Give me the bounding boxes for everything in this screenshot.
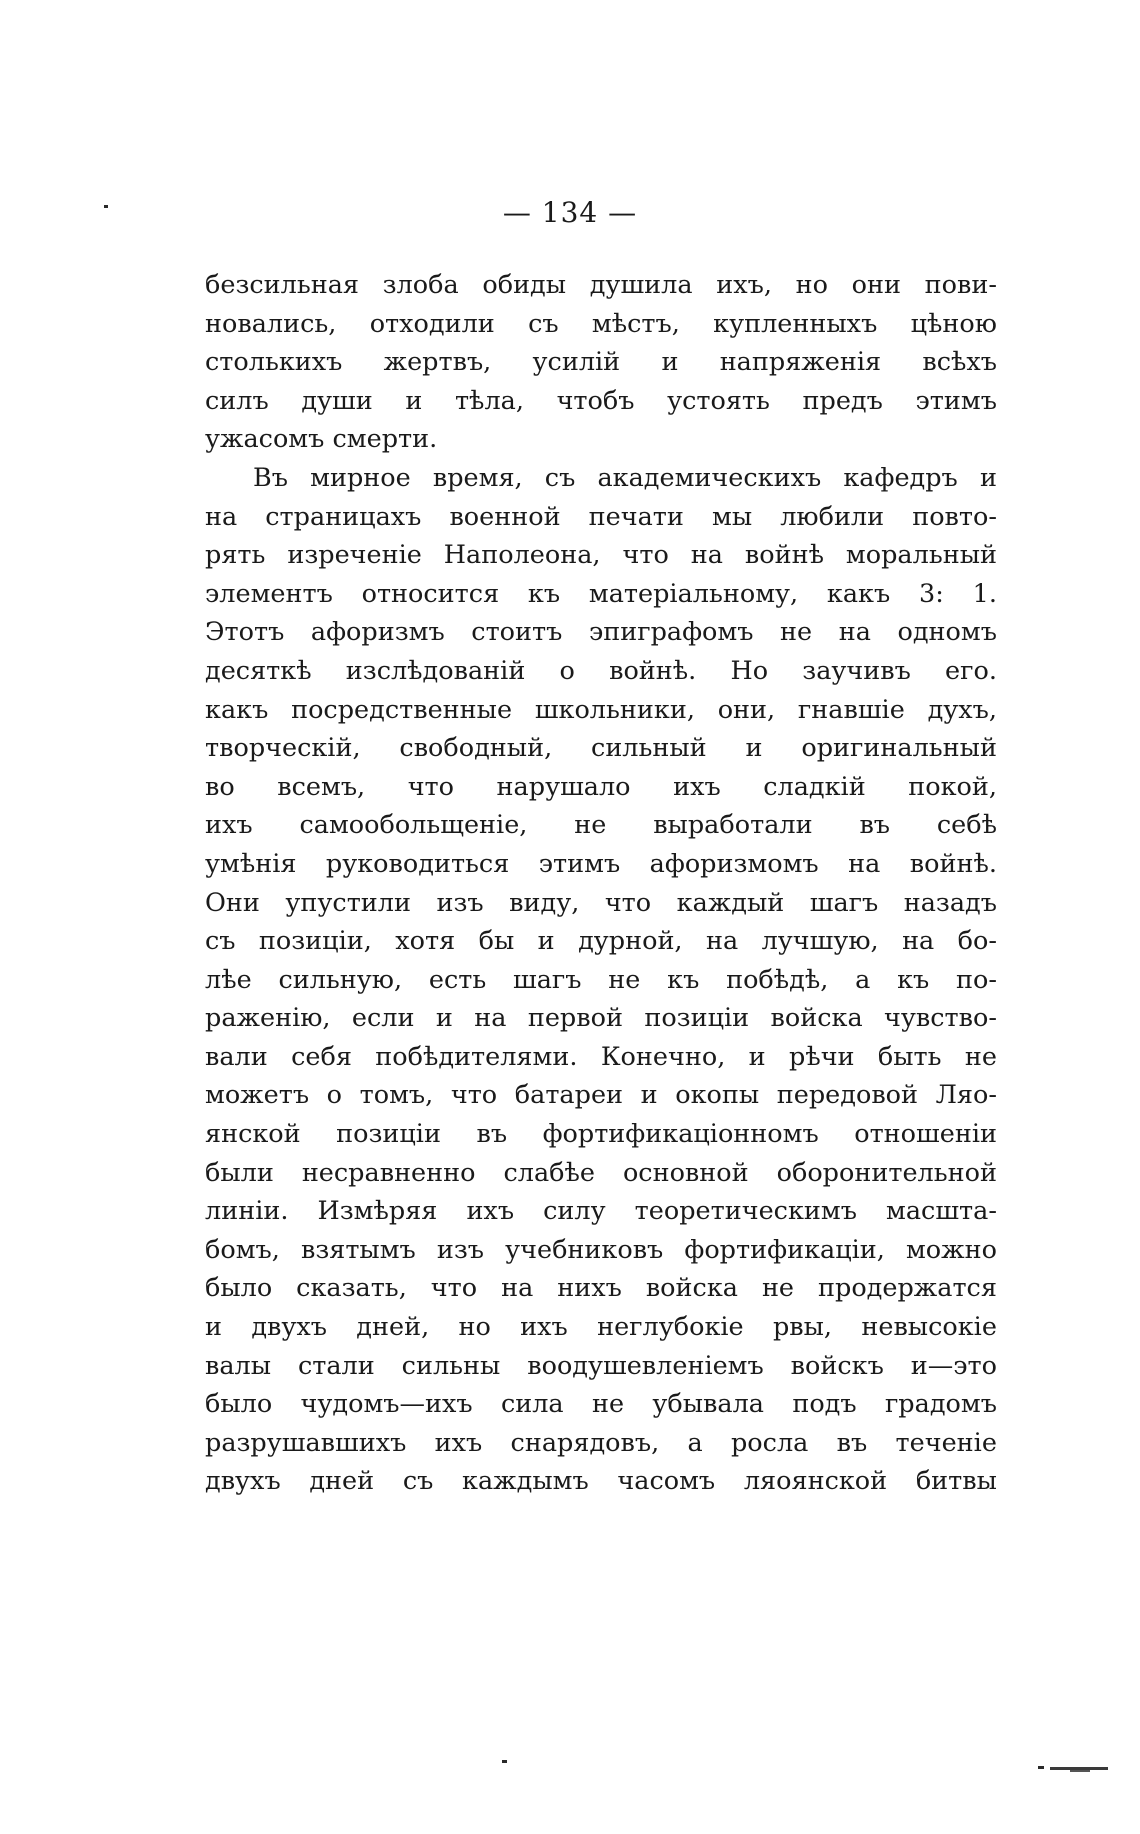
word: время, <box>432 462 523 493</box>
word: и <box>979 462 997 493</box>
word: къ <box>527 578 561 609</box>
word: десяткѣ <box>205 655 312 686</box>
word: рвы, <box>772 1312 833 1343</box>
word: души <box>301 385 373 416</box>
word: можетъ <box>205 1080 310 1111</box>
word: гнавшіе <box>797 694 905 725</box>
word: руководиться <box>325 848 510 879</box>
word: Конечно, <box>600 1041 726 1072</box>
word: съ <box>544 462 576 493</box>
word: смерти. <box>332 424 438 455</box>
word: духъ, <box>927 694 997 725</box>
word: усилій <box>532 347 621 378</box>
word: во <box>205 771 235 802</box>
word: любили <box>780 501 885 532</box>
word: войнѣ <box>744 540 824 571</box>
word: передовой <box>776 1080 919 1111</box>
word: повто- <box>912 501 997 532</box>
word: изъ <box>436 1234 485 1265</box>
word: цѣною <box>910 308 997 339</box>
word: янской <box>205 1119 301 1150</box>
word: первой <box>527 1003 623 1034</box>
word: Ляо- <box>935 1080 997 1111</box>
word: и <box>205 1312 222 1343</box>
word: жертвъ, <box>383 347 492 378</box>
text-line <box>205 729 997 768</box>
word: несравненно <box>301 1157 476 1188</box>
word: какъ <box>826 578 891 609</box>
word: не <box>780 617 813 648</box>
word: фортификаціонномъ <box>542 1119 819 1150</box>
word: о <box>326 1080 343 1111</box>
word: назадъ <box>903 887 997 918</box>
text-line <box>205 884 997 923</box>
word: шагъ <box>809 887 879 918</box>
word: и <box>640 1080 658 1111</box>
word: учебниковъ <box>505 1234 664 1265</box>
word: виду, <box>509 887 580 918</box>
word: сила <box>500 1389 564 1420</box>
word: о <box>559 655 575 686</box>
word: на <box>838 617 871 648</box>
word: столькихъ <box>205 347 343 378</box>
word: всемъ, <box>277 771 366 802</box>
body-text <box>205 266 997 1501</box>
word: умѣнія <box>205 848 297 879</box>
word: стоитъ <box>471 617 563 648</box>
word: войска <box>645 1273 738 1304</box>
word: на <box>848 848 881 879</box>
word: не <box>761 1273 795 1304</box>
word: Этотъ <box>205 617 285 648</box>
text-line <box>205 806 997 845</box>
word: отношеніи <box>854 1119 997 1150</box>
word: 3: <box>919 578 944 609</box>
word: сильную, <box>278 964 403 995</box>
word: съ <box>205 926 236 957</box>
word: элементъ <box>205 578 333 609</box>
text-line <box>205 343 997 382</box>
word: по- <box>956 964 997 995</box>
word: Наполеона, <box>443 540 601 571</box>
word: кафедръ <box>843 462 958 493</box>
word: стали <box>297 1350 375 1381</box>
word: батареи <box>514 1080 624 1111</box>
word: заучивъ <box>802 655 911 686</box>
word: валы <box>205 1350 272 1381</box>
word: съ <box>402 1466 434 1497</box>
word: нихъ <box>557 1273 622 1304</box>
text-line <box>205 536 997 575</box>
word: сильный <box>591 733 707 764</box>
word: раженію, <box>205 1003 331 1034</box>
word: невысокіе <box>861 1312 997 1343</box>
word: выработали <box>653 810 813 841</box>
word: изреченіе <box>287 540 422 571</box>
text-line <box>205 961 997 1000</box>
word: градомъ <box>884 1389 997 1420</box>
word: что <box>450 1080 498 1111</box>
word: дурной, <box>578 926 683 957</box>
word: на <box>690 540 723 571</box>
word: подъ <box>792 1389 857 1420</box>
word: не <box>591 1389 625 1420</box>
word: не <box>964 1041 997 1072</box>
word: двухъ <box>205 1466 281 1497</box>
word: посредственные <box>291 694 513 725</box>
word: не <box>574 810 607 841</box>
word: афоризмомъ <box>649 848 819 879</box>
word: ихъ <box>520 1312 568 1343</box>
word: было <box>205 1273 273 1304</box>
word: позиціи, <box>258 926 372 957</box>
word: неглубокіе <box>597 1312 744 1343</box>
word: томъ, <box>359 1080 434 1111</box>
word: и <box>661 347 679 378</box>
word: этимъ <box>915 385 997 416</box>
word: ужасомъ <box>205 424 325 455</box>
word: лучшую, <box>761 926 879 957</box>
text-line <box>205 382 997 421</box>
word: быть <box>877 1041 942 1072</box>
word: войскъ <box>790 1350 884 1381</box>
word: бо- <box>957 926 997 957</box>
word: купленныхъ <box>713 308 878 339</box>
word: новались, <box>205 308 337 339</box>
word: на <box>501 1273 534 1304</box>
word: они <box>851 270 901 300</box>
word: а <box>855 964 871 995</box>
word: покой, <box>908 771 997 802</box>
word: убывала <box>652 1389 764 1420</box>
word: академическихъ <box>597 462 822 493</box>
word: свободный, <box>399 733 553 764</box>
word: хотя <box>395 926 456 957</box>
word: безсильная <box>205 270 359 300</box>
word: Измѣряя <box>317 1196 438 1227</box>
word: мирное <box>310 462 411 493</box>
scan-speck <box>1070 1770 1090 1772</box>
word: всѣхъ <box>922 347 997 378</box>
word: въ <box>836 1427 868 1458</box>
word: изслѣдованій <box>345 655 526 686</box>
word: его. <box>945 655 997 686</box>
page-number: — 134 — <box>502 196 638 229</box>
word: себя <box>291 1041 352 1072</box>
word: а <box>687 1427 703 1458</box>
word: школьники, <box>534 694 695 725</box>
word: было <box>205 1389 273 1420</box>
word: теченіе <box>895 1427 997 1458</box>
text-line <box>205 691 997 730</box>
word: ихъ <box>434 1427 483 1458</box>
word: предъ <box>802 385 883 416</box>
word: масшта- <box>886 1196 997 1227</box>
word: ляоянской <box>743 1466 888 1497</box>
text-line <box>205 1154 997 1193</box>
text-line <box>205 845 997 884</box>
word: но <box>795 270 828 300</box>
word: себѣ <box>936 810 997 841</box>
word: что <box>430 1273 478 1304</box>
word: основной <box>622 1157 749 1188</box>
word: ихъ, <box>716 270 772 300</box>
word: мѣстъ, <box>591 308 680 339</box>
word: и <box>435 1003 453 1034</box>
word: побѣдителями. <box>375 1041 578 1072</box>
text-line <box>205 1308 997 1347</box>
word: сладкій <box>763 771 866 802</box>
word: упустили <box>285 887 411 918</box>
word: изъ <box>436 887 484 918</box>
word: самообольщеніе, <box>299 810 528 841</box>
text-line <box>205 1115 997 1154</box>
word: душила <box>589 270 693 300</box>
word: съ <box>528 308 559 339</box>
word: войнѣ. <box>909 848 997 879</box>
word: бомъ, <box>205 1234 280 1265</box>
text-line <box>205 1347 997 1386</box>
word: битвы <box>915 1466 997 1497</box>
word: лѣе <box>205 964 252 995</box>
word: и <box>745 733 763 764</box>
word: къ <box>667 964 700 995</box>
word: каждый <box>676 887 785 918</box>
word: на <box>474 1003 507 1034</box>
word: бы <box>478 926 515 957</box>
word: взятымъ <box>300 1234 416 1265</box>
text-line <box>205 922 997 961</box>
word: если <box>351 1003 415 1034</box>
word: одномъ <box>897 617 997 648</box>
word: и <box>748 1041 766 1072</box>
word: и <box>405 385 423 416</box>
word: какъ <box>205 694 269 725</box>
scan-speck <box>104 205 108 208</box>
word: на <box>705 926 739 957</box>
word: къ <box>897 964 930 995</box>
word: каждымъ <box>462 1466 589 1497</box>
word: оборонительной <box>776 1157 997 1188</box>
word: шагъ <box>513 964 582 995</box>
word: снарядовъ, <box>510 1427 660 1458</box>
text-line <box>205 652 997 691</box>
word: эпиграфомъ <box>588 617 754 648</box>
text-line <box>205 266 997 305</box>
word: силъ <box>205 385 269 416</box>
word: этимъ <box>538 848 621 879</box>
word: вали <box>205 1041 268 1072</box>
word: что <box>407 771 455 802</box>
word: нарушало <box>496 771 631 802</box>
word: линіи. <box>205 1196 289 1227</box>
word: разрушавшихъ <box>205 1427 407 1458</box>
word: обиды <box>482 270 567 300</box>
word: что <box>604 887 652 918</box>
word: что <box>622 540 669 571</box>
word: росла <box>730 1427 809 1458</box>
text-line <box>205 768 997 807</box>
word: моральный <box>845 540 997 571</box>
word: фортификаціи, <box>684 1234 885 1265</box>
word: тѣла, <box>454 385 524 416</box>
word: побѣдѣ, <box>726 964 829 995</box>
word: печати <box>588 501 684 532</box>
word: рѣчи <box>789 1041 855 1072</box>
word: но <box>458 1312 491 1343</box>
word: можно <box>905 1234 997 1265</box>
word: въ <box>476 1119 508 1150</box>
word: есть <box>428 964 487 995</box>
text-line <box>205 613 997 652</box>
word: войнѣ. <box>609 655 697 686</box>
word: оригинальный <box>801 733 997 764</box>
text-line <box>205 1192 997 1231</box>
text-line <box>205 498 997 537</box>
word: окопы <box>675 1080 760 1111</box>
word: напряженія <box>719 347 882 378</box>
word: отходили <box>369 308 495 339</box>
word: злоба <box>382 270 459 300</box>
word: на <box>205 501 238 532</box>
text-line <box>205 305 997 344</box>
word: сказать, <box>296 1273 407 1304</box>
word: слабѣе <box>503 1157 595 1188</box>
text-line <box>205 999 997 1038</box>
word: страницахъ <box>265 501 422 532</box>
word: силу <box>543 1196 606 1227</box>
word: позиціи <box>644 1003 750 1034</box>
word: часомъ <box>617 1466 716 1497</box>
text-line <box>205 420 997 459</box>
text-line <box>205 1269 997 1308</box>
text-line <box>205 459 997 498</box>
scan-speck <box>1038 1766 1044 1769</box>
word: военной <box>449 501 561 532</box>
word: 1. <box>972 578 997 609</box>
word: позиціи <box>336 1119 441 1150</box>
word: матеріальному, <box>588 578 799 609</box>
word: не <box>608 964 641 995</box>
word: афоризмъ <box>310 617 445 648</box>
word: и <box>537 926 555 957</box>
word: относится <box>361 578 500 609</box>
word: чувство- <box>884 1003 997 1034</box>
word: двухъ <box>251 1312 327 1343</box>
scan-speck <box>502 1760 507 1763</box>
word: Но <box>730 655 769 686</box>
word: они, <box>717 694 776 725</box>
text-line <box>205 1462 997 1501</box>
text-line <box>205 1038 997 1077</box>
word: Они <box>205 887 260 918</box>
word: пови- <box>924 270 997 300</box>
word: рять <box>205 540 266 571</box>
word: сильны <box>401 1350 501 1381</box>
text-line <box>205 1231 997 1270</box>
word: дней <box>309 1466 375 1497</box>
word: на <box>902 926 935 957</box>
word: ихъ <box>673 771 721 802</box>
word: войска <box>770 1003 863 1034</box>
word: воодушевленіемъ <box>527 1350 764 1381</box>
text-line <box>205 1385 997 1424</box>
word: въ <box>859 810 891 841</box>
text-line <box>205 1076 997 1115</box>
word: дней, <box>356 1312 430 1343</box>
word: продержатся <box>818 1273 997 1304</box>
text-line <box>205 575 997 614</box>
word: устоять <box>667 385 770 416</box>
word: теоретическимъ <box>634 1196 857 1227</box>
word: творческій, <box>205 733 361 764</box>
word: Въ <box>253 462 288 493</box>
word: ихъ <box>466 1196 515 1227</box>
word: мы <box>711 501 753 532</box>
text-line <box>205 1424 997 1463</box>
word: чтобъ <box>556 385 635 416</box>
word: и—это <box>910 1350 997 1381</box>
word: ихъ <box>205 810 253 841</box>
word: были <box>205 1157 274 1188</box>
word: чудомъ—ихъ <box>300 1389 473 1420</box>
